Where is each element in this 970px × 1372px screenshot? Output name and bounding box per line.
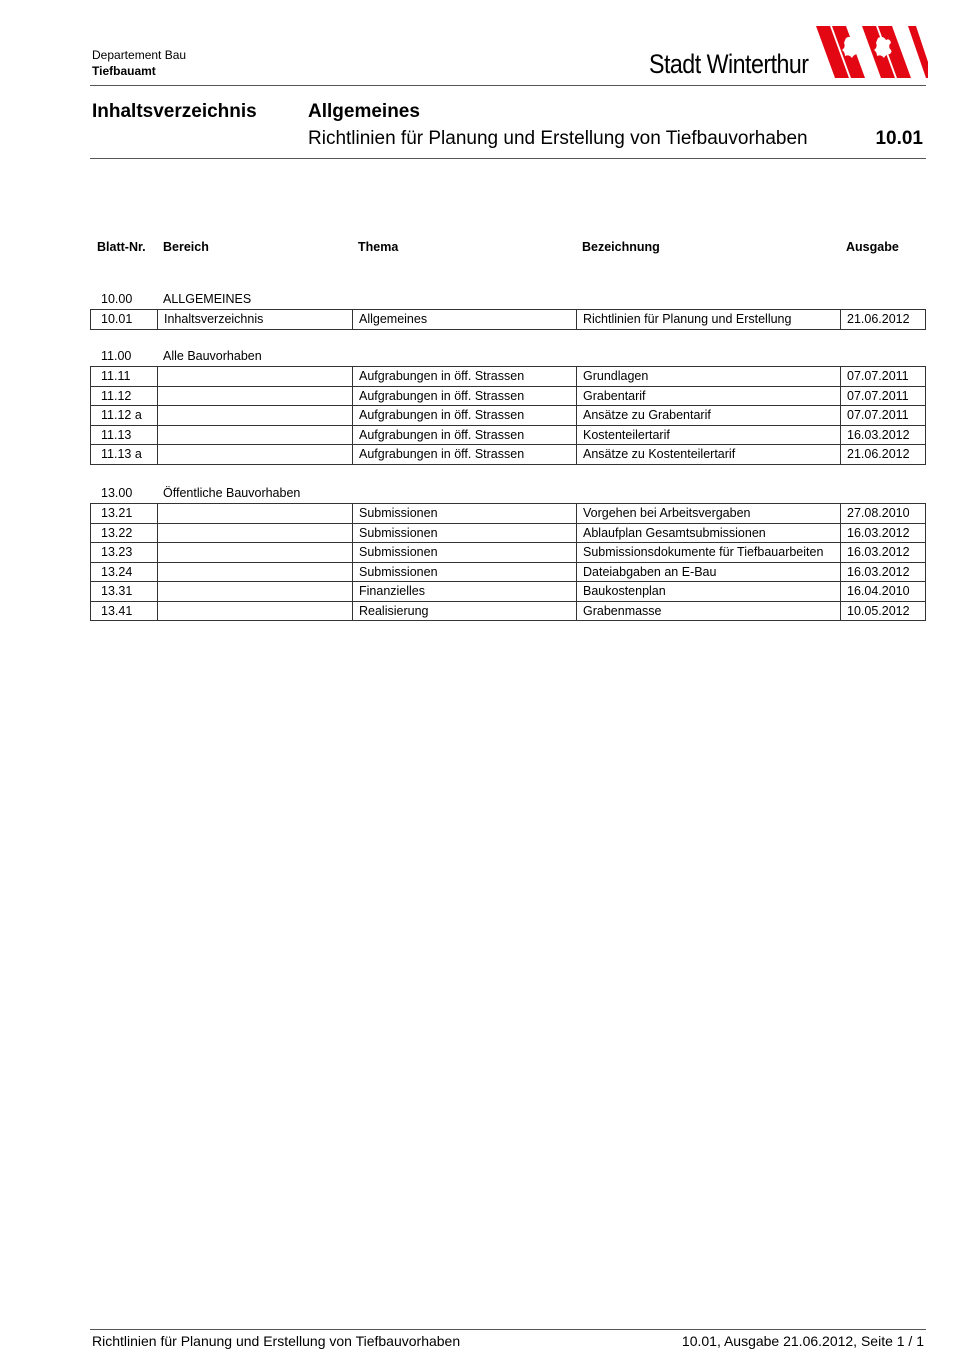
table-row bbox=[91, 406, 926, 426]
department-block bbox=[92, 47, 186, 79]
cell-thema: Aufgrabungen in öff. Strassen bbox=[353, 425, 577, 445]
cell-blatt-nr: 10.01 bbox=[91, 310, 158, 330]
col-header-thema: Thema bbox=[358, 240, 399, 254]
table-row bbox=[91, 425, 926, 445]
winterthur-emblem-icon bbox=[816, 26, 928, 78]
cell-bereich bbox=[158, 601, 353, 621]
city-name: Stadt Winterthur bbox=[649, 49, 809, 79]
col-header-blatt: Blatt-Nr. bbox=[97, 240, 146, 254]
cell-thema: Submissionen bbox=[353, 504, 577, 524]
group-table bbox=[90, 503, 926, 621]
cell-thema: Aufgrabungen in öff. Strassen bbox=[353, 406, 577, 426]
cell-bezeichnung: Baukostenplan bbox=[577, 582, 841, 602]
cell-bereich bbox=[158, 543, 353, 563]
cell-ausgabe: 07.07.2011 bbox=[841, 367, 926, 387]
cell-bezeichnung: Ablaufplan Gesamtsubmissionen bbox=[577, 523, 841, 543]
group-name: Alle Bauvorhaben bbox=[163, 349, 262, 363]
cell-bezeichnung: Richtlinien für Planung und Erstellung bbox=[577, 310, 841, 330]
cell-blatt-nr: 13.21 bbox=[91, 504, 158, 524]
table-row bbox=[91, 582, 926, 602]
cell-blatt-nr: 13.24 bbox=[91, 562, 158, 582]
footer-page-info: 10.01, Ausgabe 21.06.2012, Seite 1 / 1 bbox=[681, 1333, 924, 1349]
cell-bezeichnung: Grabenmasse bbox=[577, 601, 841, 621]
table-row bbox=[91, 386, 926, 406]
table-row bbox=[91, 543, 926, 563]
office-name: Tiefbauamt bbox=[92, 64, 156, 78]
table-row bbox=[91, 523, 926, 543]
table-row bbox=[91, 562, 926, 582]
footer-rule bbox=[90, 1329, 926, 1330]
cell-ausgabe: 16.03.2012 bbox=[841, 562, 926, 582]
section-subtitle: Richtlinien für Planung und Erstellung von Tiefbauvorhaben bbox=[308, 128, 808, 149]
cell-ausgabe: 10.05.2012 bbox=[841, 601, 926, 621]
col-header-bezeichnung: Bezeichnung bbox=[582, 240, 660, 254]
cell-ausgabe: 16.03.2012 bbox=[841, 425, 926, 445]
cell-bezeichnung: Grabentarif bbox=[577, 386, 841, 406]
cell-ausgabe: 07.07.2011 bbox=[841, 386, 926, 406]
group-code: 13.00 bbox=[101, 486, 133, 500]
header-rule bbox=[90, 85, 926, 86]
cell-bezeichnung: Kostenteilertarif bbox=[577, 425, 841, 445]
cell-blatt-nr: 11.12 a bbox=[91, 406, 158, 426]
cell-thema: Submissionen bbox=[353, 523, 577, 543]
group-table bbox=[90, 366, 926, 465]
cell-bezeichnung: Grundlagen bbox=[577, 367, 841, 387]
cell-thema: Submissionen bbox=[353, 543, 577, 563]
cell-bereich bbox=[158, 582, 353, 602]
cell-ausgabe: 21.06.2012 bbox=[841, 310, 926, 330]
cell-blatt-nr: 13.31 bbox=[91, 582, 158, 602]
cell-bereich bbox=[158, 445, 353, 465]
footer-title: Richtlinien für Planung und Erstellung von Tiefbauvorhaben bbox=[92, 1333, 461, 1349]
col-header-bereich: Bereich bbox=[163, 240, 209, 254]
cell-thema: Aufgrabungen in öff. Strassen bbox=[353, 445, 577, 465]
col-header-ausgabe: Ausgabe bbox=[846, 240, 899, 254]
cell-ausgabe: 27.08.2010 bbox=[841, 504, 926, 524]
cell-bereich bbox=[158, 562, 353, 582]
table-row bbox=[91, 367, 926, 387]
cell-ausgabe: 21.06.2012 bbox=[841, 445, 926, 465]
group-name: ALLGEMEINES bbox=[163, 292, 252, 306]
group-code: 11.00 bbox=[101, 349, 132, 363]
cell-blatt-nr: 11.13 a bbox=[91, 445, 158, 465]
cell-ausgabe: 16.03.2012 bbox=[841, 543, 926, 563]
cell-bereich: Inhaltsverzeichnis bbox=[158, 310, 353, 330]
department-name: Departement Bau bbox=[92, 48, 187, 62]
title-rule bbox=[90, 158, 926, 159]
cell-bezeichnung: Dateiabgaben an E-Bau bbox=[577, 562, 841, 582]
cell-bereich bbox=[158, 504, 353, 524]
section-number: 10.01 bbox=[875, 128, 923, 149]
cell-bereich bbox=[158, 367, 353, 387]
city-logo bbox=[640, 22, 930, 80]
cell-bezeichnung: Ansätze zu Grabentarif bbox=[577, 406, 841, 426]
cell-blatt-nr: 13.41 bbox=[91, 601, 158, 621]
cell-blatt-nr: 13.23 bbox=[91, 543, 158, 563]
section-title: Allgemeines bbox=[308, 101, 420, 122]
toc-title: Inhaltsverzeichnis bbox=[92, 101, 257, 122]
cell-ausgabe: 16.04.2010 bbox=[841, 582, 926, 602]
cell-blatt-nr: 13.22 bbox=[91, 523, 158, 543]
group-name: Öffentliche Bauvorhaben bbox=[163, 486, 301, 500]
table-row bbox=[91, 504, 926, 524]
group-code: 10.00 bbox=[101, 292, 133, 306]
cell-bereich bbox=[158, 523, 353, 543]
table-row bbox=[91, 445, 926, 465]
cell-blatt-nr: 11.13 bbox=[91, 425, 158, 445]
cell-bezeichnung: Ansätze zu Kostenteilertarif bbox=[577, 445, 841, 465]
table-row bbox=[91, 601, 926, 621]
cell-thema: Aufgrabungen in öff. Strassen bbox=[353, 367, 577, 387]
cell-blatt-nr: 11.12 bbox=[91, 386, 158, 406]
cell-thema: Aufgrabungen in öff. Strassen bbox=[353, 386, 577, 406]
cell-thema: Finanzielles bbox=[353, 582, 577, 602]
cell-ausgabe: 07.07.2011 bbox=[841, 406, 926, 426]
table-row bbox=[91, 310, 926, 330]
cell-thema: Submissionen bbox=[353, 562, 577, 582]
cell-thema: Allgemeines bbox=[353, 310, 577, 330]
cell-bereich bbox=[158, 425, 353, 445]
cell-bezeichnung: Submissionsdokumente für Tiefbauarbeiten bbox=[577, 543, 841, 563]
cell-bereich bbox=[158, 406, 353, 426]
cell-ausgabe: 16.03.2012 bbox=[841, 523, 926, 543]
cell-blatt-nr: 11.11 bbox=[91, 367, 158, 387]
cell-thema: Realisierung bbox=[353, 601, 577, 621]
group-table bbox=[90, 309, 926, 330]
cell-bezeichnung: Vorgehen bei Arbeitsvergaben bbox=[577, 504, 841, 524]
cell-bereich bbox=[158, 386, 353, 406]
